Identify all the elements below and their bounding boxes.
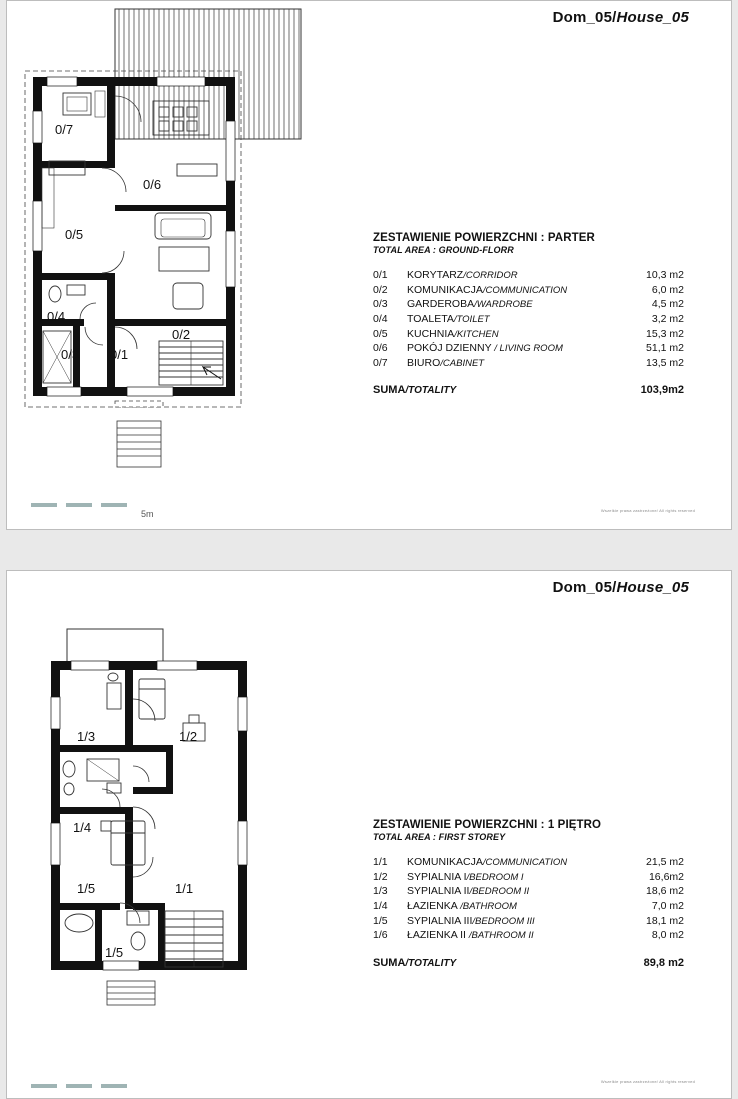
legend-sum-label-pl: SUMA: [373, 384, 406, 397]
first-floor-plan-drawing: [7, 611, 347, 1071]
legend-row: [373, 855, 684, 870]
legend-name-pl: POKÓJ DZIENNY: [407, 342, 492, 355]
scale-bar-first: [31, 1084, 127, 1088]
legend-name-en: BEDROOM III: [475, 915, 535, 927]
legend-name: [407, 312, 622, 327]
legend-name: [407, 341, 622, 356]
sheet-title-main: Dom_05/: [552, 579, 617, 596]
legend-row: [373, 341, 684, 356]
room-label-1-1: 1/1: [175, 881, 194, 896]
legend-name-en: KITCHEN: [456, 328, 499, 340]
legend-area: 10,3 m2: [646, 269, 684, 282]
legend-area: 18,6 m2: [646, 885, 684, 898]
legend-sum-label-pl: SUMA: [373, 956, 406, 969]
legend-name-en: COMMUNICATION: [485, 857, 568, 869]
legend-name-en: BATHROOM II: [471, 930, 534, 942]
legend-name-pl: KOMUNIKACJA: [407, 856, 483, 869]
legend-code: 1/4: [373, 900, 388, 913]
room-label-0-3: 0/3: [61, 347, 80, 362]
sheet-title-first: [553, 579, 689, 596]
scale-segment: [101, 1084, 127, 1088]
legend-area: 13,5 m2: [646, 356, 684, 369]
room-label-0-6: 0/6: [143, 177, 162, 192]
legend-code: 0/4: [373, 313, 388, 326]
legend-name-pl: BIURO: [407, 356, 441, 369]
legend-area: 18,1 m2: [646, 914, 684, 927]
legend-name-pl: SYPIALNIA I: [407, 870, 467, 883]
legend-name-pl: ŁAZIENKA II: [407, 929, 469, 942]
legend-ground-floor: [373, 232, 684, 396]
legend-name: [407, 283, 622, 298]
room-label-0-4: 0/4: [47, 309, 66, 324]
room-label-1-2: 1/2: [179, 729, 198, 744]
legend-table: [373, 268, 684, 370]
room-label-1-5: 1/5: [77, 881, 96, 896]
legend-sum-value: 103,9m2: [640, 384, 684, 397]
scale-bar-ground: [31, 503, 127, 507]
legend-sep: /: [469, 886, 473, 898]
legend-area: 7,0 m2: [651, 900, 684, 913]
legend-name: [407, 855, 622, 870]
legend-sum-label-en: /TOTALITY: [405, 385, 457, 397]
room-label-1-5-b: 1/5: [105, 945, 124, 960]
room-label-0-7: 0/7: [55, 122, 74, 137]
legend-code: 0/6: [373, 342, 388, 355]
legend-name-en: BEDROOM I: [469, 871, 524, 883]
legend-sep: /: [440, 357, 443, 369]
legend-code: 0/2: [373, 283, 388, 296]
legend-subtitle: TOTAL AREA : FIRST STOREY: [373, 832, 506, 842]
legend-sep: /: [460, 901, 463, 913]
legend-name-en: CABINET: [442, 357, 485, 369]
legend-sep: /: [468, 930, 472, 942]
legend-code: 1/3: [373, 885, 388, 898]
legend-sum: [373, 957, 684, 969]
legend-name: [407, 870, 622, 885]
legend-name-en: WARDROBE: [476, 299, 533, 311]
legend-name-en: TOILET: [456, 314, 490, 326]
legend-sep: /: [482, 284, 486, 296]
scale-segment: [31, 503, 57, 507]
legend-name: [407, 297, 622, 312]
legend-row: [373, 326, 684, 341]
sheet-title-italic: House_05: [616, 9, 689, 26]
legend-title: ZESTAWIENIE POWIERZCHNI : PARTER: [373, 232, 595, 244]
legend-name: [407, 928, 622, 943]
room-label-1-4: 1/4: [73, 820, 92, 835]
legend-sep: /: [472, 915, 476, 927]
legend-name-pl: TOALETA: [407, 313, 454, 326]
legend-name-en: BEDROOM II: [472, 886, 530, 898]
legend-name: [407, 899, 622, 914]
copyright-first: Wszelkie prawa zastrzeżone/ All rights reserved: [600, 1079, 695, 1084]
legend-row: [373, 870, 684, 885]
legend-sum-value: 89,8 m2: [643, 956, 684, 969]
legend-name: [407, 913, 622, 928]
legend-name: [407, 326, 622, 341]
copyright-ground: Wszelkie prawa zastrzeżone/ All rights reserved: [600, 508, 695, 513]
legend-sum-label: [373, 384, 641, 396]
legend-sep: /: [474, 299, 477, 311]
ground-floor-plan-drawing: [7, 1, 347, 481]
room-label-0-1: 0/1: [110, 347, 129, 362]
legend-row: [373, 297, 684, 312]
scale-label-ground: 5m: [141, 509, 154, 519]
legend-name-en: CORRIDOR: [465, 270, 518, 282]
legend-table: [373, 855, 684, 943]
legend-name-pl: SYPIALNIA III: [407, 914, 473, 927]
legend-code: 1/2: [373, 870, 388, 883]
legend-area: 6,0 m2: [651, 283, 684, 296]
legend-name-pl: KUCHNIA: [407, 327, 455, 340]
legend-name: [407, 268, 622, 283]
legend-area: 51,1 m2: [646, 342, 684, 355]
legend-row: [373, 884, 684, 899]
sheet-title-main: Dom_05/: [552, 9, 617, 26]
legend-name-pl: ŁAZIENKA: [407, 900, 461, 913]
legend-name: [407, 356, 622, 371]
legend-sep: /: [491, 343, 500, 355]
legend-subtitle: TOTAL AREA : GROUND-FLORR: [373, 245, 514, 255]
legend-first-floor: [373, 819, 684, 969]
legend-code: 0/5: [373, 327, 388, 340]
legend-sep: /: [482, 857, 486, 869]
legend-code: 1/5: [373, 914, 388, 927]
scale-segment: [66, 1084, 92, 1088]
legend-name-en: LIVING ROOM: [499, 343, 563, 355]
legend-row: [373, 312, 684, 327]
legend-code: 0/3: [373, 298, 388, 311]
legend-code: 0/1: [373, 269, 388, 282]
legend-name-pl: KORYTARZ: [407, 269, 464, 282]
legend-row: [373, 356, 684, 371]
room-label-0-2: 0/2: [172, 327, 191, 342]
legend-sep: /: [453, 314, 457, 326]
sheet-first-floor: [6, 570, 732, 1099]
legend-sum-label-en: /TOTALITY: [405, 957, 457, 969]
legend-title: ZESTAWIENIE POWIERZCHNI : 1 PIĘTRO: [373, 819, 602, 831]
legend-sep: /: [454, 328, 457, 340]
legend-code: 1/1: [373, 856, 388, 869]
legend-code: 1/6: [373, 929, 388, 942]
legend-area: 8,0 m2: [651, 929, 684, 942]
legend-name-pl: KOMUNIKACJA: [407, 283, 483, 296]
legend-area: 4,5 m2: [651, 298, 684, 311]
legend-row: [373, 283, 684, 298]
legend-name: [407, 884, 622, 899]
sheet-title-italic: House_05: [616, 579, 689, 596]
legend-code: 0/7: [373, 356, 388, 369]
legend-sep: /: [463, 270, 466, 282]
sheet-ground-floor: [6, 0, 732, 530]
room-label-0-5: 0/5: [65, 227, 84, 242]
legend-area: 21,5 m2: [646, 856, 684, 869]
legend-sum-label: [373, 957, 644, 969]
legend-name-pl: GARDEROBA: [407, 298, 475, 311]
legend-area: 3,2 m2: [651, 313, 684, 326]
legend-area: 15,3 m2: [646, 327, 684, 340]
scale-segment: [101, 503, 127, 507]
legend-row: [373, 913, 684, 928]
legend-row: [373, 928, 684, 943]
legend-sum: [373, 384, 684, 396]
sheet-title-ground: [553, 9, 689, 26]
legend-name-en: BATHROOM: [462, 901, 517, 913]
legend-sep: /: [466, 871, 470, 883]
legend-row: [373, 268, 684, 283]
room-label-1-3: 1/3: [77, 729, 96, 744]
legend-name-en: COMMUNICATION: [485, 284, 568, 296]
scale-segment: [66, 503, 92, 507]
scale-segment: [31, 1084, 57, 1088]
legend-name-pl: SYPIALNIA II: [407, 885, 470, 898]
legend-row: [373, 899, 684, 914]
legend-area: 16,6m2: [648, 870, 684, 883]
